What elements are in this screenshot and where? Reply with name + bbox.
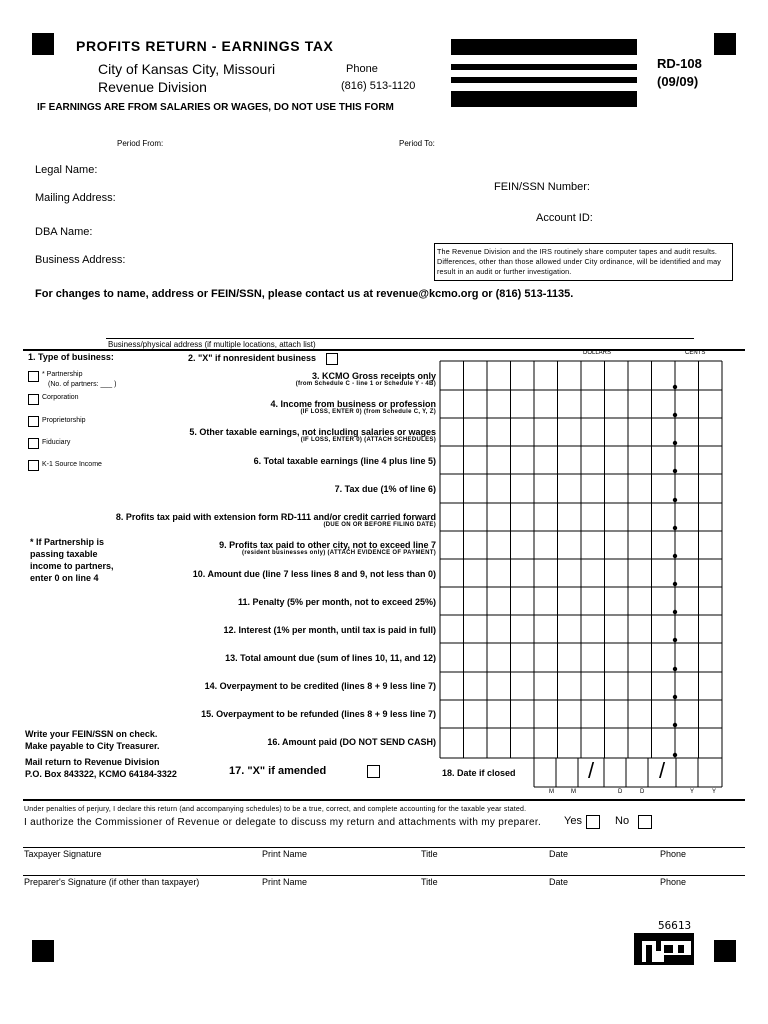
nonresident-checkbox[interactable] bbox=[326, 353, 338, 365]
fein-ssn-label: FEIN/SSN Number: bbox=[494, 181, 590, 193]
amended-checkbox[interactable] bbox=[367, 765, 380, 778]
bottom-section-divider bbox=[23, 799, 745, 801]
form-code: RD-108 bbox=[657, 56, 702, 71]
phone-label: Phone bbox=[346, 63, 378, 75]
corporation-checkbox[interactable] bbox=[28, 394, 39, 405]
period-to-label: Period To: bbox=[399, 139, 435, 148]
line-14-label: 14. Overpayment to be credited (lines 8 + 9 less line 7) bbox=[204, 681, 436, 691]
business-address-note: Business/physical address (if multiple locations, attach list) bbox=[108, 340, 316, 349]
business-address-label: Business Address: bbox=[35, 254, 126, 266]
section-divider bbox=[23, 349, 745, 351]
partnership-note: * If Partnership is passing taxable income to partners, enter 0 on line 4 bbox=[30, 537, 114, 583]
business-address-underline bbox=[106, 338, 694, 339]
registration-mark-bottom-right bbox=[714, 940, 736, 962]
mail-instructions: Mail return to Revenue Division P.O. Box 843322, KCMO 64184-3322 bbox=[25, 757, 177, 779]
account-id-label: Account ID: bbox=[536, 212, 593, 224]
date-year-label-1: Y bbox=[690, 789, 695, 795]
authorization-statement: I authorize the Commissioner of Revenue or delegate to discuss my return and attachments with my preparer. bbox=[24, 817, 542, 828]
cents-column-header: CENTS bbox=[685, 350, 706, 356]
date-month-label-1: M bbox=[549, 789, 554, 795]
line-11-label: 11. Penalty (5% per month, not to exceed 25%) bbox=[237, 597, 436, 607]
line-9-label: 9. Profits tax paid to other city, not to exceed line 7 (resident businesses only) (ATTACH EVIDENCE OF PAYMENT) bbox=[219, 540, 436, 556]
taxpayer-print-name-label: Print Name bbox=[262, 849, 308, 859]
business-type-heading: 1. Type of business: bbox=[28, 352, 114, 362]
registration-mark-top-left bbox=[32, 33, 54, 55]
line-4-label: 4. Income from business or profession (IF LOSS, ENTER 0) (from Schedule C, Y, Z) bbox=[270, 399, 436, 415]
legal-name-label: Legal Name: bbox=[35, 164, 98, 176]
amended-label: 17. "X" if amended bbox=[229, 765, 327, 777]
taxpayer-signature-line[interactable] bbox=[23, 847, 745, 848]
line-10-label: 10. Amount due (line 7 less lines 8 and 9, not less than 0) bbox=[192, 569, 436, 579]
phone-number: (816) 513-1120 bbox=[341, 80, 416, 92]
preparer-print-name-label: Print Name bbox=[262, 877, 308, 887]
form-title: PROFITS RETURN - EARNINGS TAX bbox=[76, 38, 334, 54]
perjury-statement: Under penalties of perjury, I declare this return (and accompanying schedules) to be a true, correct, and complete accounting for the taxable year stated. bbox=[24, 806, 527, 813]
division-name: Revenue Division bbox=[98, 79, 207, 95]
line-7-label: 7. Tax due (1% of line 6) bbox=[334, 484, 436, 494]
partnership-label: * Partnership bbox=[42, 371, 83, 378]
no-checkbox[interactable] bbox=[638, 815, 652, 829]
preparer-title-label: Title bbox=[421, 877, 438, 887]
yes-label: Yes bbox=[564, 815, 582, 827]
taxpayer-signature-label: Taxpayer Signature bbox=[24, 849, 102, 859]
fiduciary-checkbox[interactable] bbox=[28, 438, 39, 449]
k1-source-income-label: K-1 Source Income bbox=[42, 461, 102, 468]
date-month-label-2: M bbox=[571, 789, 576, 795]
irs-notice-box: The Revenue Division and the IRS routinely share computer tapes and audit results. Differences, other than those allowed under City ordinance, will be identified and may result in an audit or further investigation. bbox=[434, 243, 733, 281]
city-name: City of Kansas City, Missouri bbox=[98, 61, 276, 77]
period-from-label: Period From: bbox=[117, 139, 164, 148]
preparer-phone-label: Phone bbox=[660, 877, 687, 887]
date-day-label-2: D bbox=[640, 789, 645, 795]
date-separator-1: / bbox=[588, 758, 595, 783]
line-15-label: 15. Overpayment to be refunded (lines 8 + 9 less line 7) bbox=[201, 709, 436, 719]
preparer-signature-line[interactable] bbox=[23, 875, 745, 876]
partnership-checkbox[interactable] bbox=[28, 371, 39, 382]
nonresident-label: 2. "X" if nonresident business bbox=[188, 353, 317, 363]
date-day-label-1: D bbox=[618, 789, 623, 795]
yes-checkbox[interactable] bbox=[586, 815, 600, 829]
date-closed-label: 18. Date if closed bbox=[442, 768, 516, 778]
date-year-label-2: Y bbox=[712, 789, 717, 795]
registration-mark-top-right bbox=[714, 33, 736, 55]
line-6-label: 6. Total taxable earnings (line 4 plus line 5) bbox=[253, 456, 436, 466]
line-13-label: 13. Total amount due (sum of lines 10, 11, and 12) bbox=[225, 653, 436, 663]
scan-barcode-icon bbox=[634, 933, 694, 965]
dollars-column-header: DOLLARS bbox=[583, 350, 612, 356]
taxpayer-date-label: Date bbox=[549, 849, 569, 859]
form-revision-date: (09/09) bbox=[657, 74, 699, 89]
k1-source-income-checkbox[interactable] bbox=[28, 460, 39, 471]
line-12-label: 12. Interest (1% per month, until tax is paid in full) bbox=[223, 625, 436, 635]
taxpayer-phone-label: Phone bbox=[660, 849, 687, 859]
taxpayer-title-label: Title bbox=[421, 849, 438, 859]
preparer-signature-label: Preparer's Signature (if other than taxpayer) bbox=[24, 877, 200, 887]
proprietorship-label: Proprietorship bbox=[42, 417, 86, 424]
check-instructions: Write your FEIN/SSN on check. Make payable to City Treasurer. bbox=[25, 729, 160, 751]
line-16-label: 16. Amount paid (DO NOT SEND CASH) bbox=[267, 737, 436, 747]
no-label: No bbox=[615, 815, 630, 827]
fiduciary-label: Fiduciary bbox=[42, 439, 71, 446]
proprietorship-checkbox[interactable] bbox=[28, 416, 39, 427]
date-separator-2: / bbox=[659, 758, 666, 783]
dba-name-label: DBA Name: bbox=[35, 226, 93, 238]
corporation-label: Corporation bbox=[42, 394, 79, 401]
contact-line: For changes to name, address or FEIN/SSN, please contact us at revenue@kcmo.org or (816) 513-1135. bbox=[35, 288, 574, 300]
wages-warning: IF EARNINGS ARE FROM SALARIES OR WAGES, DO NOT USE THIS FORM bbox=[37, 102, 394, 113]
line-8-label: 8. Profits tax paid with extension form RD-111 and/or credit carried forward (DUE ON OR BEFORE FILING DATE) bbox=[115, 512, 436, 528]
partners-count-note: (No. of partners: ___ ) bbox=[48, 381, 117, 388]
line-5-label: 5. Other taxable earnings, not including salaries or wages (IF LOSS, ENTER 0) (ATTACH SCHEDULES) bbox=[189, 427, 436, 443]
preparer-date-label: Date bbox=[549, 877, 569, 887]
mailing-address-label: Mailing Address: bbox=[35, 192, 116, 204]
form-number: 56613 bbox=[658, 919, 692, 932]
registration-mark-bottom-left bbox=[32, 940, 54, 962]
line-3-label: 3. KCMO Gross receipts only (from Schedule C - line 1 or Schedule Y - 4B) bbox=[295, 371, 436, 387]
